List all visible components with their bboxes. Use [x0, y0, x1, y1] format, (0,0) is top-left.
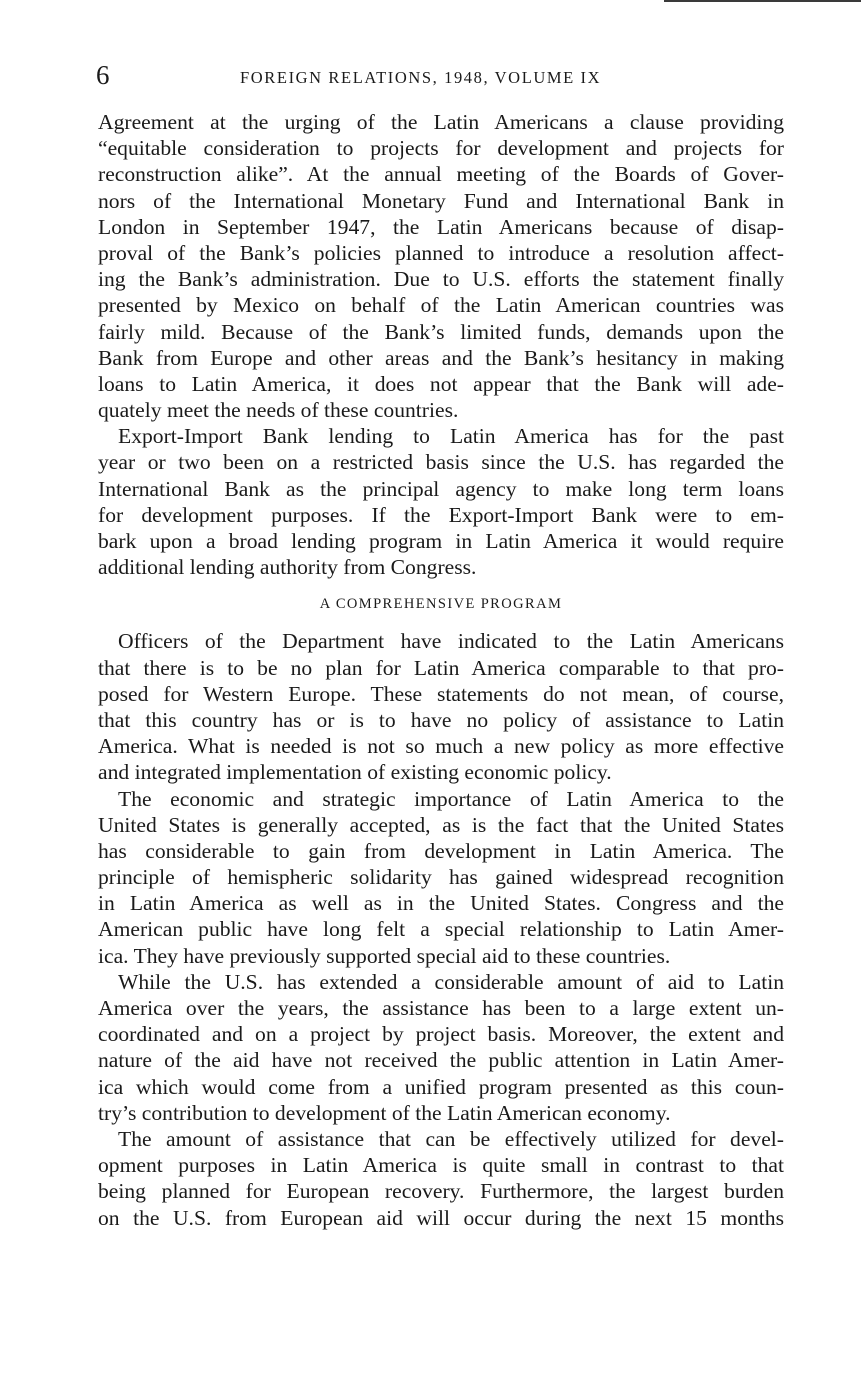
- text-line: and integrated implementation of existing economic policy.: [98, 760, 612, 785]
- paragraph: [98, 969, 784, 1126]
- text-line: loans to Latin America, it does not appear that the Bank will ade-: [98, 371, 784, 396]
- running-head: FOREIGN RELATIONS, 1948, VOLUME IX: [240, 68, 602, 87]
- page-body: [98, 109, 784, 1231]
- text-line: being planned for European recovery. Furthermore, the largest burden: [98, 1179, 784, 1204]
- text-line: in Latin America as well as in the United States. Congress and the: [98, 891, 784, 916]
- text-line: quately meet the needs of these countries.: [98, 398, 459, 423]
- top-edge-rule: [664, 0, 861, 2]
- text-line: bark upon a broad lending program in Latin America it would require: [98, 529, 784, 553]
- page-number: 6: [96, 60, 110, 90]
- text-line: Bank from Europe and other areas and the Bank’s hesitancy in making: [98, 345, 784, 370]
- text-line: ica. They have previously supported special aid to these countries.: [98, 943, 671, 968]
- text-line: Officers of the Department have indicated to the Latin Americans: [118, 629, 784, 654]
- text-line: presented by Mexico on behalf of the Latin American countries was: [98, 293, 784, 318]
- text-line: London in September 1947, the Latin Americans because of disap-: [98, 214, 784, 239]
- text-line: coordinated and on a project by project basis. Moreover, the extent and: [98, 1022, 784, 1047]
- text-line: While the U.S. has extended a considerable amount of aid to Latin: [118, 969, 784, 994]
- text-line: The amount of assistance that can be effectively utilized for devel-: [118, 1126, 784, 1151]
- text-line: America. What is needed is not so much a new policy as more effective: [98, 734, 784, 759]
- text-line: “equitable consideration to projects for development and projects for: [98, 136, 784, 161]
- paragraph: [98, 628, 784, 785]
- text-line: American public have long felt a special relationship to Latin Amer-: [98, 917, 784, 942]
- page-header: [96, 60, 786, 92]
- text-line: The economic and strategic importance of Latin America to the: [118, 786, 784, 811]
- section-heading: A COMPREHENSIVE PROGRAM: [319, 596, 563, 613]
- text-line: posed for Western Europe. These statements do not mean, of course,: [98, 681, 784, 706]
- text-line: ing the Bank’s administration. Due to U.S. efforts the statement finally: [98, 267, 784, 292]
- paragraph-group-top: [98, 109, 784, 580]
- text-line: International Bank as the principal agency to make long term loans: [98, 476, 784, 501]
- paragraph: [98, 423, 784, 580]
- text-line: has considerable to gain from development in Latin America. The: [98, 838, 784, 863]
- text-line: ica which would come from a unified program presented as this coun-: [98, 1074, 784, 1099]
- text-line: on the U.S. from European aid will occur during the next 15 months: [98, 1205, 784, 1230]
- text-line: year or two been on a restricted basis since the U.S. has regarded the: [98, 450, 784, 475]
- text-line: additional lending authority from Congress.: [98, 555, 477, 580]
- text-line: fairly mild. Because of the Bank’s limited funds, demands upon the: [98, 319, 784, 344]
- text-line: Agreement at the urging of the Latin Americans a clause providing: [98, 110, 784, 134]
- text-line: Export-Import Bank lending to Latin America has for the past: [118, 424, 784, 449]
- text-line: nors of the International Monetary Fund and International Bank in: [98, 188, 784, 213]
- text-line: proval of the Bank’s policies planned to introduce a resolution affect-: [98, 240, 784, 265]
- text-line: opment purposes in Latin America is quite small in contrast to that: [98, 1153, 784, 1178]
- text-line: for development purposes. If the Export-Import Bank were to em-: [98, 502, 784, 527]
- text-line: principle of hemispheric solidarity has gained widespread recognition: [98, 865, 784, 890]
- paragraph: [98, 109, 784, 423]
- text-line: nature of the aid have not received the public attention in Latin Amer-: [98, 1048, 784, 1073]
- text-line: America over the years, the assistance has been to a large extent un-: [98, 996, 784, 1020]
- paragraph: [98, 786, 784, 969]
- paragraph: [98, 1126, 784, 1231]
- text-line: reconstruction alike”. At the annual meeting of the Boards of Gover-: [98, 162, 784, 187]
- text-line: United States is generally accepted, as is the fact that the United States: [98, 812, 784, 837]
- text-line: that this country has or is to have no policy of assistance to Latin: [98, 707, 784, 732]
- text-line: try’s contribution to development of the Latin American economy.: [98, 1100, 671, 1125]
- text-line: that there is to be no plan for Latin America comparable to that pro-: [98, 655, 784, 680]
- paragraph-group-bottom: [98, 628, 784, 1230]
